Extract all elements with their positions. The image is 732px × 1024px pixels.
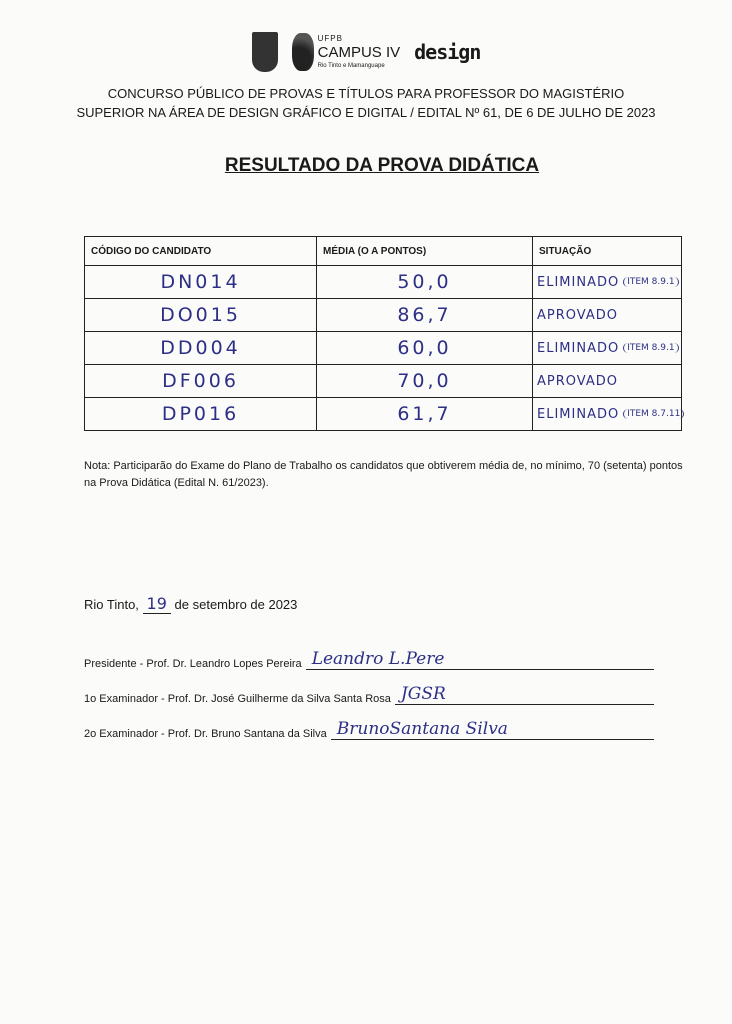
table-row	[85, 398, 682, 431]
signature-examinador-1	[84, 685, 654, 705]
results-table	[84, 236, 682, 431]
table-row	[85, 266, 682, 299]
table-header-row	[85, 237, 682, 266]
signature-label: 1o Examinador - Prof. Dr. José Guilherme da Silva Santa Rosa	[84, 692, 391, 705]
document-header	[0, 84, 732, 122]
header-situacao: SITUAÇÃO	[533, 237, 682, 266]
header-line-2: SUPERIOR NA ÁREA DE DESIGN GRÁFICO E DIGITAL / EDITAL Nº 61, DE 6 DE JULHO DE 2023	[76, 105, 656, 120]
candidate-situacao	[533, 398, 682, 431]
table-row	[85, 299, 682, 332]
header-media: MÉDIA (O A PONTOS)	[317, 237, 533, 266]
signature-presidente	[84, 650, 654, 670]
table-row	[85, 365, 682, 398]
ufpb-crest-logo	[252, 32, 278, 72]
candidate-situacao	[533, 299, 682, 332]
situacao-text: ELIMINADO	[537, 274, 620, 290]
candidate-code: DP016	[85, 398, 317, 431]
signature-examinador-2	[84, 720, 654, 740]
date-line	[84, 594, 297, 613]
candidate-media: 86,7	[317, 299, 533, 332]
date-prefix: Rio Tinto,	[84, 597, 139, 612]
candidate-code: DD004	[85, 332, 317, 365]
page-title: RESULTADO DA PROVA DIDÁTICA	[224, 155, 540, 176]
candidate-media: 70,0	[317, 365, 533, 398]
situacao-text: APROVADO	[537, 373, 618, 389]
handwritten-signature: Leandro L.Pere	[311, 650, 445, 669]
situacao-text: ELIMINADO	[537, 340, 620, 356]
header-code: CÓDIGO DO CANDIDATO	[85, 237, 317, 266]
signature-label: Presidente - Prof. Dr. Leandro Lopes Pereira	[84, 657, 302, 670]
handwritten-signature: JGSR	[400, 685, 446, 704]
item-reference: ITEM 8.9.1	[623, 277, 678, 287]
item-reference: ITEM 8.7.11	[623, 409, 684, 419]
campus-small: UFPB	[317, 33, 343, 43]
date-suffix: de setembro de 2023	[174, 597, 298, 612]
candidate-media: 61,7	[317, 398, 533, 431]
logo-bar	[0, 32, 732, 72]
campus-hex-icon	[292, 33, 314, 71]
candidate-situacao	[533, 365, 682, 398]
candidate-code: DF006	[85, 365, 317, 398]
campus-iv-logo	[292, 33, 401, 71]
candidate-media: 60,0	[317, 332, 533, 365]
candidate-code: DN014	[85, 266, 317, 299]
date-day: 19	[143, 594, 171, 614]
situacao-text: ELIMINADO	[537, 406, 620, 422]
candidate-media: 50,0	[317, 266, 533, 299]
candidate-code: DO015	[85, 299, 317, 332]
campus-big: CAMPUS IV	[317, 43, 401, 61]
table-row	[85, 332, 682, 365]
candidate-situacao	[533, 266, 682, 299]
handwritten-signature: BrunoSantana Silva	[336, 720, 508, 739]
header-line-1: CONCURSO PÚBLICO DE PROVAS E TÍTULOS PARA PROFESSOR DO MAGISTÉRIO	[107, 86, 625, 101]
design-logo: design	[414, 40, 481, 64]
signature-label: 2o Examinador - Prof. Dr. Bruno Santana da Silva	[84, 727, 327, 740]
situacao-text: APROVADO	[537, 307, 618, 323]
item-reference: ITEM 8.9.1	[623, 343, 678, 353]
candidate-situacao	[533, 332, 682, 365]
note: Nota: Participarão do Exame do Plano de Trabalho os candidatos que obtiverem média de, no mínimo, 70 (setenta) pontos na Prova Didática (Edital N. 61/2023).	[84, 460, 683, 489]
campus-sub: Rio Tinto e Mamanguape	[317, 62, 385, 69]
